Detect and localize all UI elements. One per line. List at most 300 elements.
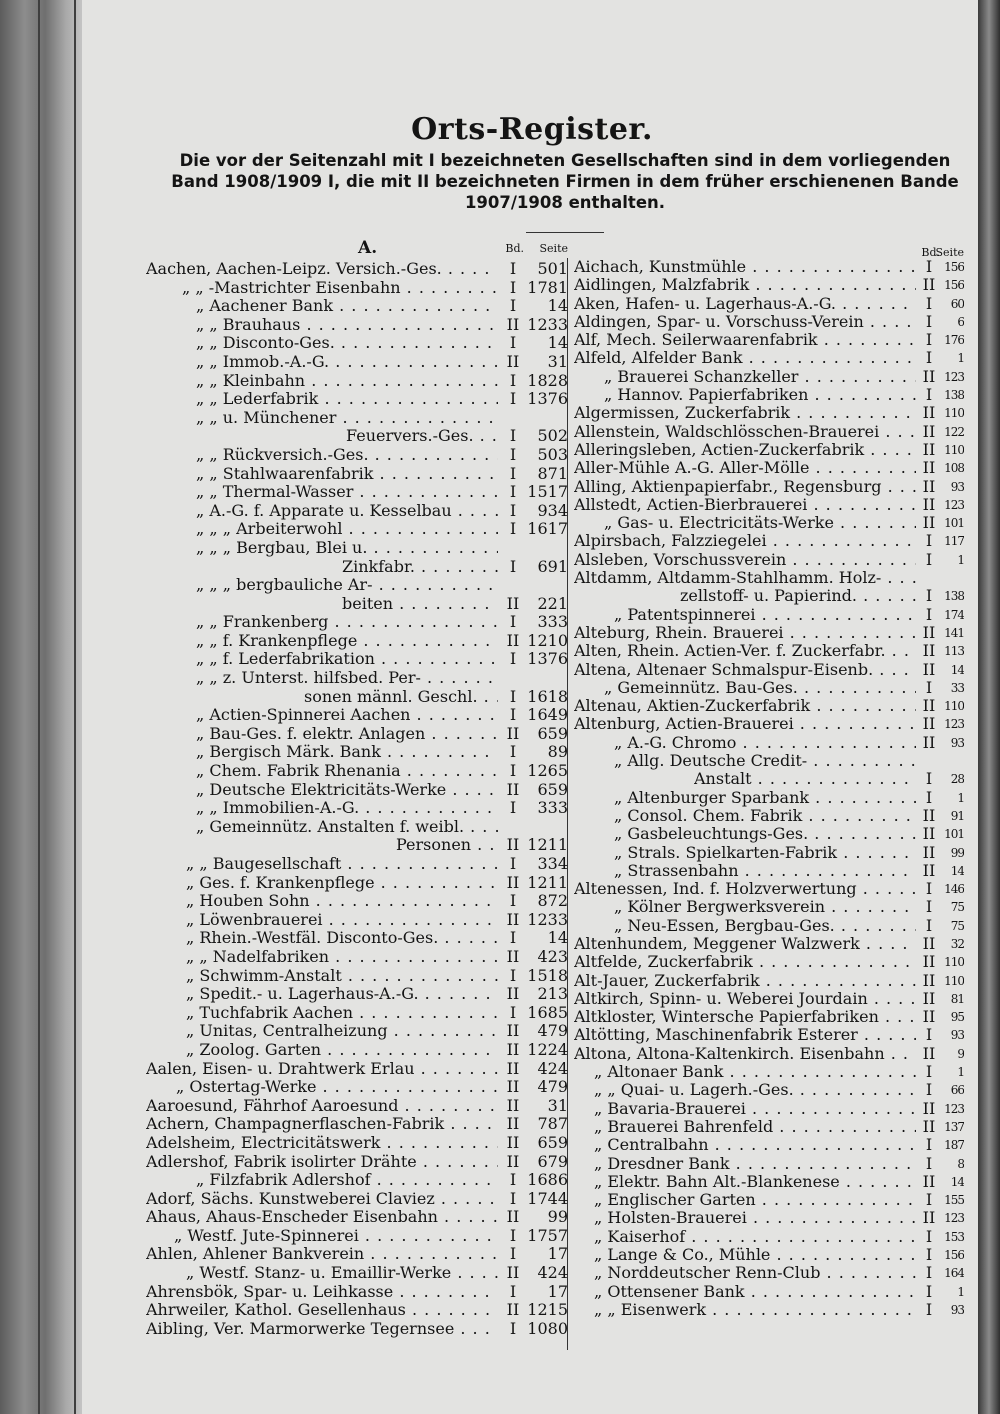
register-entry [146, 483, 568, 502]
entry-band: II [922, 842, 936, 862]
entry-band: I [925, 1153, 933, 1173]
entry-band: I [509, 649, 517, 669]
entry-text: beiten . . . [342, 595, 498, 614]
entry-page: 101 [944, 827, 964, 842]
section-letter: A. [358, 238, 378, 258]
entry-page: 14 [950, 1174, 964, 1189]
register-entry [146, 985, 568, 1004]
entry-page: 93 [950, 479, 964, 494]
entry-text: Achern, Champagnerflaschen-Fabrik . . . [146, 1115, 498, 1134]
entry-text: „ Bau-Ges. f. elektr. Anlagen . . . [196, 725, 498, 744]
register-entry [146, 260, 568, 279]
register-entry [574, 972, 964, 990]
register-entry [574, 770, 964, 788]
entry-text: „ „ Baugesellschaft . . . [186, 855, 498, 874]
entry-band: I [509, 277, 517, 297]
entry-text: „ Kaiserhof . . . [594, 1228, 916, 1246]
entry-band: II [506, 351, 520, 371]
entry-text: „ Ostertag-Werke . . . [176, 1078, 498, 1097]
page-title: Orts-Register. [411, 112, 653, 147]
entry-page: 153 [944, 1229, 964, 1244]
entry-band: II [506, 1207, 520, 1227]
entry-band: I [509, 612, 517, 632]
entry-page: 110 [944, 442, 964, 457]
entry-band: II [922, 860, 936, 880]
entry-text: Alten, Rhein. Actien-Ver. f. Zuckerfabr. . . . [574, 642, 916, 660]
entry-text: Ahrweiler, Kathol. Gesellenhaus . . . [146, 1301, 498, 1320]
register-entry [574, 1301, 964, 1319]
entry-band: I [509, 296, 517, 316]
entry-text: Altötting, Maschinenfabrik Esterer . . . [574, 1026, 916, 1044]
entry-band: I [925, 385, 933, 405]
entry-band: I [925, 897, 933, 917]
entry-page: 110 [944, 973, 964, 988]
entry-page: 8 [957, 1156, 964, 1171]
register-entry [574, 990, 964, 1008]
band-header: Bd. [921, 246, 940, 259]
entry-text: „ Spedit.- u. Lagerhaus-A.-G. . . . [186, 985, 498, 1004]
entry-page: 95 [950, 1010, 964, 1025]
entry-band: II [506, 723, 520, 743]
entry-text: „ Deutsche Elektricitäts-Werke . . . [196, 781, 498, 800]
entry-text: „ Gemeinnütz. Bau-Ges. . . . [604, 679, 916, 697]
entry-band: I [509, 891, 517, 911]
page-header: Seite [935, 246, 964, 259]
register-entry [146, 279, 568, 298]
entry-text: „ Brauerei Bahrenfeld . . . [594, 1118, 916, 1136]
entry-text: „ Kölner Bergwerksverein . . . [614, 898, 916, 916]
register-column-right [574, 246, 964, 1319]
entry-band: II [506, 1021, 520, 1041]
entry-text: Aalen, Eisen- u. Drahtwerk Erlau . . . [146, 1060, 498, 1079]
entry-text: „ Bergisch Märk. Bank . . . [196, 743, 498, 762]
entry-text: „ A.-G. f. Apparate u. Kesselbau . . . [196, 502, 498, 521]
entry-text: „ „ Kleinbahn . . . [196, 372, 498, 391]
entry-page: 221 [537, 593, 568, 613]
register-entry [146, 539, 568, 558]
register-entry [574, 697, 964, 715]
binding-edge-line [38, 0, 40, 1414]
entry-text: „ Chem. Fabrik Rhenania . . . [196, 762, 498, 781]
register-entry [574, 1283, 964, 1301]
entry-list [574, 258, 964, 1319]
register-entry [146, 743, 568, 762]
entry-text: „ Norddeutscher Renn-Club . . . [594, 1264, 916, 1282]
entry-page: 479 [537, 1077, 568, 1097]
entry-page: 28 [950, 772, 964, 787]
entry-text: Aibling, Ver. Marmorwerke Tegernsee . . . [146, 1320, 498, 1339]
entry-text: Alsleben, Vorschussverein . . . [574, 551, 916, 569]
entry-text: „ „ Immobilien-A.-G. . . . [196, 799, 498, 818]
entry-band: I [509, 482, 517, 502]
entry-band: I [925, 293, 933, 313]
entry-band: II [922, 805, 936, 825]
register-entry [146, 669, 568, 688]
register-entry [146, 1320, 568, 1339]
entry-band: II [922, 1007, 936, 1027]
entry-band: I [925, 1135, 933, 1155]
entry-page: 1215 [527, 1300, 568, 1320]
entry-text: „ „ Brauhaus . . . [196, 316, 498, 335]
register-entry [574, 459, 964, 477]
entry-page: 423 [537, 946, 568, 966]
entry-text: Altenhundem, Meggener Walzwerk . . . [574, 935, 916, 953]
register-entry [574, 258, 964, 276]
entry-text: „ „ u. Münchener . . . [196, 409, 498, 428]
entry-text: „ Houben Sohn . . . [186, 892, 498, 911]
entry-text: Anstalt . . . [694, 770, 916, 788]
entry-text: „ Rhein.-Westfäl. Disconto-Ges. . . . [186, 929, 498, 948]
register-entry [146, 1190, 568, 1209]
entry-band: II [922, 696, 936, 716]
register-entry [146, 520, 568, 539]
entry-band: II [506, 1114, 520, 1134]
entry-page: 502 [537, 426, 568, 446]
entry-text: „ Zoolog. Garten . . . [186, 1041, 498, 1060]
register-entry [574, 1155, 964, 1173]
entry-page: 110 [944, 699, 964, 714]
entry-text: Zinkfabr. . . . [342, 558, 498, 577]
register-entry [146, 427, 568, 446]
register-entry [146, 874, 568, 893]
entry-text: „ „ f. Krankenpflege . . . [196, 632, 498, 651]
register-entry [574, 807, 964, 825]
book-binding [0, 0, 82, 1414]
register-entry [146, 316, 568, 335]
entry-band: II [506, 909, 520, 929]
entry-text: Altenburg, Actien-Brauerei . . . [574, 715, 916, 733]
entry-band: II [922, 622, 936, 642]
register-entry [574, 825, 964, 843]
register-entry [574, 587, 964, 605]
entry-band: II [506, 872, 520, 892]
entry-band: I [925, 1281, 933, 1301]
register-entry [574, 496, 964, 514]
register-entry [146, 1097, 568, 1116]
register-entry [574, 1026, 964, 1044]
entry-page: 138 [944, 589, 964, 604]
entry-band: I [509, 705, 517, 725]
entry-page: 164 [944, 1266, 964, 1281]
entry-page: 137 [944, 1119, 964, 1134]
entry-page: 14 [547, 333, 568, 353]
entry-band: I [925, 769, 933, 789]
entry-band: II [922, 366, 936, 386]
register-entry [574, 1264, 964, 1282]
register-entry [574, 1136, 964, 1154]
register-entry [146, 967, 568, 986]
entry-page: 1233 [527, 909, 568, 929]
entry-page: 1265 [527, 761, 568, 781]
entry-page: 1210 [527, 630, 568, 650]
entry-page: 60 [950, 296, 964, 311]
entry-text: „ Brauerei Schanzkeller . . . [604, 368, 916, 386]
entry-text: „ „ Thermal-Wasser . . . [196, 483, 498, 502]
entry-page: 334 [537, 854, 568, 873]
entry-text: „ Unitas, Centralheizung . . . [186, 1022, 498, 1041]
entry-band: II [922, 732, 936, 752]
entry-page: 679 [537, 1151, 568, 1171]
entry-text: Algermissen, Zuckerfabrik . . . [574, 404, 916, 422]
entry-page: 1224 [527, 1039, 568, 1059]
entry-band: II [922, 952, 936, 972]
entry-text: Aidlingen, Malzfabrik . . . [574, 276, 916, 294]
entry-page: 9 [957, 1046, 964, 1061]
entry-band: II [506, 984, 520, 1004]
entry-page: 934 [537, 500, 568, 520]
entry-text: „ Lange & Co., Mühle . . . [594, 1246, 916, 1264]
entry-text: Allenstein, Waldschlösschen-Brauerei . . . [574, 423, 916, 441]
register-entry [146, 855, 568, 874]
entry-band: I [925, 1190, 933, 1210]
entry-text: „ Gas- u. Electricitäts-Werke . . . [604, 514, 916, 532]
register-entry [574, 1228, 964, 1246]
entry-band: I [925, 348, 933, 368]
entry-text: „ Filzfabrik Adlershof . . . [196, 1171, 498, 1190]
entry-page: 1211 [527, 835, 568, 855]
entry-text: „ Gemeinnütz. Anstalten f. weibl. . . . [196, 818, 498, 837]
entry-page: 146 [944, 882, 964, 897]
entry-page: 1 [957, 1065, 964, 1080]
register-entry [574, 624, 964, 642]
register-entry [574, 679, 964, 697]
register-entry [146, 1153, 568, 1172]
register-entry [574, 1100, 964, 1118]
entry-page: 113 [944, 644, 964, 659]
register-entry [574, 606, 964, 624]
register-entry [146, 1283, 568, 1302]
entry-text: „ Aachener Bank . . . [196, 297, 498, 316]
entry-text: Aldingen, Spar- u. Vorschuss-Verein . . . [574, 313, 916, 331]
register-entry [146, 1301, 568, 1320]
entry-text: „ Dresdner Bank . . . [594, 1155, 916, 1173]
register-entry [146, 613, 568, 632]
entry-band: II [922, 988, 936, 1008]
entry-band: I [925, 586, 933, 606]
entry-page: 479 [537, 1021, 568, 1041]
entry-text: „ „ „ bergbauliche Ar- . . . [196, 576, 498, 595]
register-entry [146, 948, 568, 967]
entry-page: 1744 [527, 1188, 568, 1208]
entry-page: 787 [537, 1114, 568, 1134]
page-subtitle: Die vor der Seitenzahl mit I bezeichneten Gesellschaften sind in dem vorliegenden Band 1908/1909 I, die mit II bezeichneten Firmen in dem früher erschienenen Bande 1907/1908 enthalten. [171, 151, 959, 212]
entry-text: „ Neu-Essen, Bergbau-Ges. . . . [614, 917, 916, 935]
adjacent-page-edge [978, 0, 1000, 1414]
register-entry [146, 836, 568, 855]
entry-text: Alf, Mech. Seilerwaarenfabrik . . . [574, 331, 916, 349]
entry-text: „ Actien-Spinnerei Aachen . . . [196, 706, 498, 725]
entry-text: Aichach, Kunstmühle . . . [574, 258, 916, 276]
register-entry [146, 1060, 568, 1079]
column-header [574, 246, 964, 258]
register-entry [146, 1041, 568, 1060]
entry-text: „ Centralbahn . . . [594, 1136, 916, 1154]
entry-band: II [922, 494, 936, 514]
entry-page: 14 [950, 662, 964, 677]
entry-text: „ Bavaria-Brauerei . . . [594, 1100, 916, 1118]
entry-band: II [922, 641, 936, 661]
entry-band: II [922, 275, 936, 295]
entry-band: I [925, 257, 933, 276]
register-entry [146, 1208, 568, 1227]
entry-band: II [506, 1039, 520, 1059]
binding-edge-line [74, 0, 76, 1414]
entry-band: I [509, 1188, 517, 1208]
entry-text: „ Patentspinnerei . . . [614, 606, 916, 624]
entry-page: 17 [547, 1281, 568, 1301]
entry-page: 32 [950, 936, 964, 951]
entry-band: I [925, 1062, 933, 1082]
register-entry [574, 349, 964, 367]
entry-text: „ „ Frankenberg . . . [196, 613, 498, 632]
entry-page: 89 [547, 742, 568, 762]
entry-page: 31 [547, 351, 568, 371]
entry-band: I [509, 463, 517, 483]
entry-band: I [509, 556, 517, 576]
entry-page: 110 [944, 406, 964, 421]
entry-band: II [922, 659, 936, 679]
entry-text: Allstedt, Actien-Bierbrauerei . . . [574, 496, 916, 514]
entry-page: 503 [537, 444, 568, 464]
entry-page: 691 [537, 556, 568, 576]
entry-page: 1211 [527, 872, 568, 892]
entry-text: Adlershof, Fabrik isolirter Drähte . . . [146, 1153, 498, 1172]
register-entry [146, 1115, 568, 1134]
entry-band: II [922, 476, 936, 496]
entry-page: 101 [944, 516, 964, 531]
entry-band: II [922, 439, 936, 459]
entry-text: „ Tuchfabrik Aachen . . . [186, 1004, 498, 1023]
entry-text: Ahlen, Ahlener Bankverein . . . [146, 1245, 498, 1264]
entry-page: 122 [944, 424, 964, 439]
register-entry [146, 929, 568, 948]
entry-band: I [509, 1225, 517, 1245]
register-entry [574, 368, 964, 386]
entry-page: 14 [547, 296, 568, 316]
entry-page: 1080 [527, 1318, 568, 1338]
entry-text: „ „ Stahlwaarenfabrik . . . [196, 465, 498, 484]
entry-band: II [506, 1058, 520, 1078]
register-entry [146, 781, 568, 800]
entry-band: II [922, 1171, 936, 1191]
register-entry [574, 386, 964, 404]
register-entry [574, 880, 964, 898]
register-entry [146, 725, 568, 744]
register-entry [574, 661, 964, 679]
register-entry [146, 1022, 568, 1041]
entry-text: „ Strals. Spielkarten-Fabrik . . . [614, 844, 916, 862]
entry-text: „ „ Rückversich.-Ges. . . . [196, 446, 498, 465]
entry-band: II [922, 933, 936, 953]
entry-page: 176 [944, 333, 964, 348]
entry-text: „ „ z. Unterst. hilfsbed. Per- . . . [196, 669, 498, 688]
entry-page: 123 [944, 717, 964, 732]
register-entry [146, 1245, 568, 1264]
register-entry [574, 715, 964, 733]
entry-page: 110 [944, 955, 964, 970]
entry-band: II [922, 824, 936, 844]
register-entry [146, 762, 568, 781]
entry-page: 156 [944, 1248, 964, 1263]
entry-text: „ Altenburger Sparbank . . . [614, 789, 916, 807]
register-entry [574, 935, 964, 953]
entry-page: 123 [944, 369, 964, 384]
register-entry [574, 844, 964, 862]
entry-band: I [509, 444, 517, 464]
entry-text: Altfelde, Zuckerfabrik . . . [574, 953, 916, 971]
register-entry [146, 1264, 568, 1283]
entry-page: 14 [547, 928, 568, 948]
register-entry [574, 898, 964, 916]
page-header: Seite [539, 242, 568, 255]
entry-band: II [506, 779, 520, 799]
entry-band: II [506, 593, 520, 613]
register-entry [574, 1173, 964, 1191]
entry-page: 1 [957, 351, 964, 366]
entry-page: 123 [944, 1211, 964, 1226]
register-entry [146, 1171, 568, 1190]
entry-band: I [925, 915, 933, 935]
entry-text: Altena, Altenaer Schmalspur-Eisenb. . . . [574, 661, 916, 679]
entry-text: „ „ Immob.-A.-G. . . . [196, 353, 498, 372]
entry-page: 93 [950, 735, 964, 750]
entry-band: I [925, 677, 933, 697]
register-entry [574, 789, 964, 807]
entry-band: I [509, 333, 517, 353]
entry-band: II [922, 714, 936, 734]
entry-band: I [509, 1002, 517, 1022]
entry-band: II [506, 835, 520, 855]
entry-band: I [509, 742, 517, 762]
entry-text: Alteburg, Rhein. Brauerei . . . [574, 624, 916, 642]
register-entry [146, 911, 568, 930]
entry-text: Alleringsleben, Actien-Zuckerfabrik . . . [574, 441, 916, 459]
register-entry [574, 953, 964, 971]
entry-band: II [506, 946, 520, 966]
entry-page: 1781 [527, 277, 568, 297]
entry-band: I [925, 330, 933, 350]
entry-text: „ Altonaer Bank . . . [594, 1063, 916, 1081]
register-entry [574, 532, 964, 550]
register-entry [574, 514, 964, 532]
register-entry [146, 446, 568, 465]
entry-text: „ Ottensener Bank . . . [594, 1283, 916, 1301]
entry-band: II [922, 421, 936, 441]
entry-band: I [925, 531, 933, 551]
entry-band: I [925, 787, 933, 807]
register-entry [146, 502, 568, 521]
entry-text: „ „ Disconto-Ges. . . . [196, 334, 498, 353]
register-entry [146, 1078, 568, 1097]
register-entry [146, 465, 568, 484]
register-entry [146, 595, 568, 614]
entry-text: Altkirch, Spinn- u. Weberei Jourdain . . . [574, 990, 916, 1008]
entry-text: Aken, Hafen- u. Lagerhaus-A.-G. . . . [574, 295, 916, 313]
entry-text: „ Strassenbahn . . . [614, 862, 916, 880]
entry-page: 1649 [527, 705, 568, 725]
entry-text: „ „ Eisenwerk . . . [594, 1301, 916, 1319]
register-entry [574, 1209, 964, 1227]
register-entry [146, 892, 568, 911]
entry-page: 213 [537, 984, 568, 1004]
entry-page: 333 [537, 798, 568, 818]
entry-page: 659 [537, 723, 568, 743]
register-entry [146, 1134, 568, 1153]
entry-text: sonen männl. Geschl. . . . [304, 688, 498, 707]
entry-page: 33 [950, 680, 964, 695]
register-entry [146, 706, 568, 725]
entry-page: 123 [944, 497, 964, 512]
